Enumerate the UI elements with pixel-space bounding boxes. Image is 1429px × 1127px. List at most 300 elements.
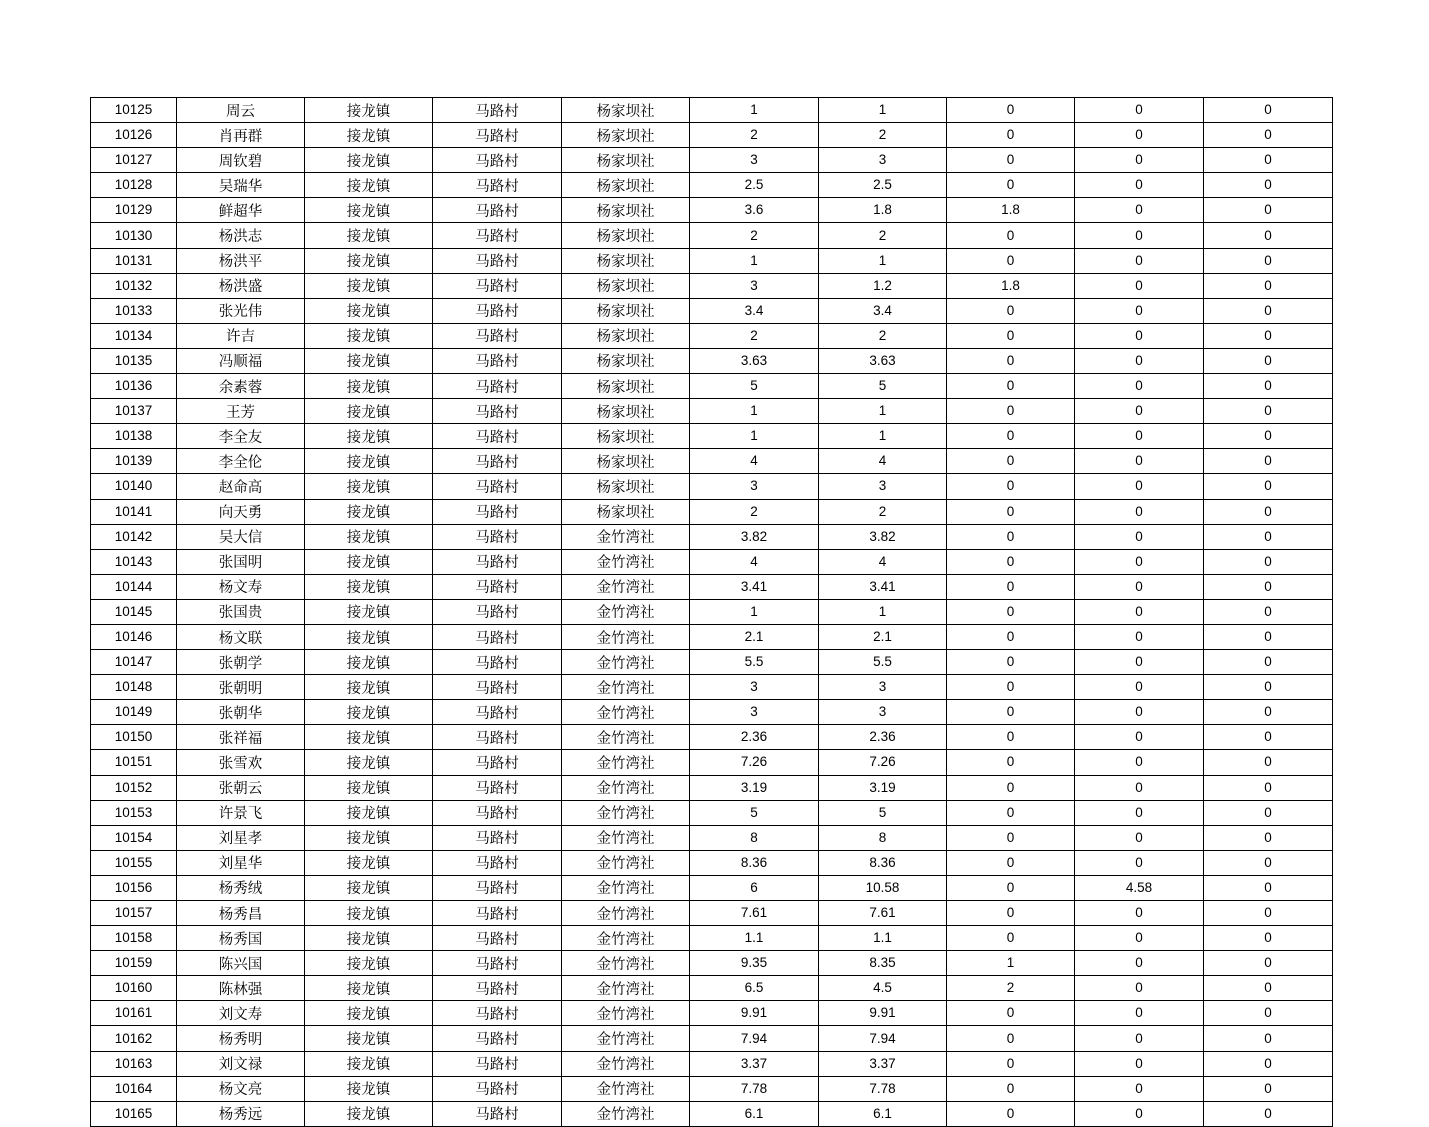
group-cell: 金竹湾社	[562, 775, 690, 800]
value-cell-1: 8	[690, 825, 819, 850]
name-cell: 杨文寿	[177, 574, 305, 599]
value-cell-4: 0	[1075, 198, 1204, 223]
village-cell: 马路村	[433, 1026, 562, 1051]
value-cell-1: 3.19	[690, 775, 819, 800]
village-cell: 马路村	[433, 549, 562, 574]
table-row	[91, 198, 1333, 223]
name-cell: 张朝云	[177, 775, 305, 800]
id-cell: 10140	[91, 474, 177, 499]
value-cell-4: 0	[1075, 449, 1204, 474]
village-cell: 马路村	[433, 976, 562, 1001]
id-cell: 10126	[91, 123, 177, 148]
name-cell: 李全友	[177, 424, 305, 449]
name-cell: 杨洪平	[177, 248, 305, 273]
value-cell-1: 3	[690, 474, 819, 499]
name-cell: 刘文禄	[177, 1051, 305, 1076]
value-cell-1: 6.5	[690, 976, 819, 1001]
town-cell: 接龙镇	[305, 248, 433, 273]
group-cell: 杨家坝社	[562, 248, 690, 273]
name-cell: 肖再群	[177, 123, 305, 148]
group-cell: 杨家坝社	[562, 273, 690, 298]
group-cell: 金竹湾社	[562, 650, 690, 675]
village-cell: 马路村	[433, 198, 562, 223]
value-cell-3: 0	[947, 374, 1075, 399]
value-cell-2: 8.35	[819, 951, 947, 976]
value-cell-5: 0	[1204, 1001, 1333, 1026]
town-cell: 接龙镇	[305, 700, 433, 725]
name-cell: 李全伦	[177, 449, 305, 474]
group-cell: 金竹湾社	[562, 951, 690, 976]
town-cell: 接龙镇	[305, 374, 433, 399]
value-cell-5: 0	[1204, 524, 1333, 549]
value-cell-5: 0	[1204, 449, 1333, 474]
name-cell: 许景飞	[177, 800, 305, 825]
town-cell: 接龙镇	[305, 123, 433, 148]
table-row	[91, 348, 1333, 373]
table-row	[91, 123, 1333, 148]
table-row	[91, 1026, 1333, 1051]
id-cell: 10158	[91, 926, 177, 951]
value-cell-5: 0	[1204, 750, 1333, 775]
group-cell: 杨家坝社	[562, 348, 690, 373]
value-cell-4: 0	[1075, 951, 1204, 976]
village-cell: 马路村	[433, 223, 562, 248]
table-row	[91, 449, 1333, 474]
value-cell-1: 3	[690, 148, 819, 173]
value-cell-1: 2	[690, 499, 819, 524]
value-cell-3: 1	[947, 951, 1075, 976]
value-cell-5: 0	[1204, 248, 1333, 273]
value-cell-5: 0	[1204, 323, 1333, 348]
village-cell: 马路村	[433, 474, 562, 499]
value-cell-4: 0	[1075, 574, 1204, 599]
table-row	[91, 800, 1333, 825]
value-cell-3: 0	[947, 599, 1075, 624]
table-row	[91, 650, 1333, 675]
value-cell-3: 0	[947, 524, 1075, 549]
value-cell-1: 9.91	[690, 1001, 819, 1026]
value-cell-5: 0	[1204, 599, 1333, 624]
group-cell: 金竹湾社	[562, 825, 690, 850]
group-cell: 杨家坝社	[562, 424, 690, 449]
town-cell: 接龙镇	[305, 926, 433, 951]
table-row	[91, 499, 1333, 524]
value-cell-4: 0	[1075, 976, 1204, 1001]
id-cell: 10139	[91, 449, 177, 474]
name-cell: 吴瑞华	[177, 173, 305, 198]
value-cell-4: 0	[1075, 549, 1204, 574]
name-cell: 冯顺福	[177, 348, 305, 373]
table-row	[91, 624, 1333, 649]
name-cell: 杨文亮	[177, 1076, 305, 1101]
value-cell-4: 0	[1075, 1101, 1204, 1126]
id-cell: 10125	[91, 98, 177, 123]
id-cell: 10149	[91, 700, 177, 725]
value-cell-3: 0	[947, 775, 1075, 800]
value-cell-2: 5	[819, 800, 947, 825]
value-cell-3: 0	[947, 1051, 1075, 1076]
value-cell-5: 0	[1204, 951, 1333, 976]
value-cell-2: 8	[819, 825, 947, 850]
name-cell: 杨秀明	[177, 1026, 305, 1051]
value-cell-2: 3.37	[819, 1051, 947, 1076]
id-cell: 10145	[91, 599, 177, 624]
value-cell-4: 0	[1075, 248, 1204, 273]
id-cell: 10156	[91, 875, 177, 900]
group-cell: 金竹湾社	[562, 926, 690, 951]
table-row	[91, 599, 1333, 624]
value-cell-2: 3.4	[819, 298, 947, 323]
town-cell: 接龙镇	[305, 750, 433, 775]
table-body	[91, 98, 1333, 1127]
value-cell-1: 3	[690, 675, 819, 700]
value-cell-1: 3.82	[690, 524, 819, 549]
name-cell: 张朝华	[177, 700, 305, 725]
table-row	[91, 248, 1333, 273]
value-cell-2: 1	[819, 399, 947, 424]
value-cell-4: 0	[1075, 499, 1204, 524]
value-cell-5: 0	[1204, 374, 1333, 399]
village-cell: 马路村	[433, 1076, 562, 1101]
value-cell-4: 0	[1075, 775, 1204, 800]
value-cell-4: 0	[1075, 173, 1204, 198]
id-cell: 10155	[91, 850, 177, 875]
group-cell: 杨家坝社	[562, 474, 690, 499]
value-cell-4: 0	[1075, 650, 1204, 675]
town-cell: 接龙镇	[305, 725, 433, 750]
village-cell: 马路村	[433, 524, 562, 549]
value-cell-4: 0	[1075, 323, 1204, 348]
town-cell: 接龙镇	[305, 800, 433, 825]
town-cell: 接龙镇	[305, 574, 433, 599]
value-cell-2: 3	[819, 675, 947, 700]
value-cell-5: 0	[1204, 1076, 1333, 1101]
table-row	[91, 700, 1333, 725]
value-cell-4: 0	[1075, 850, 1204, 875]
value-cell-5: 0	[1204, 273, 1333, 298]
town-cell: 接龙镇	[305, 499, 433, 524]
value-cell-1: 2.36	[690, 725, 819, 750]
group-cell: 金竹湾社	[562, 524, 690, 549]
village-cell: 马路村	[433, 424, 562, 449]
town-cell: 接龙镇	[305, 549, 433, 574]
value-cell-2: 3.63	[819, 348, 947, 373]
value-cell-2: 2.5	[819, 173, 947, 198]
value-cell-2: 5.5	[819, 650, 947, 675]
value-cell-5: 0	[1204, 675, 1333, 700]
group-cell: 金竹湾社	[562, 1001, 690, 1026]
town-cell: 接龙镇	[305, 1001, 433, 1026]
value-cell-2: 10.58	[819, 875, 947, 900]
name-cell: 杨秀国	[177, 926, 305, 951]
value-cell-2: 2	[819, 123, 947, 148]
value-cell-3: 0	[947, 298, 1075, 323]
value-cell-3: 0	[947, 424, 1075, 449]
group-cell: 金竹湾社	[562, 1076, 690, 1101]
value-cell-2: 7.78	[819, 1076, 947, 1101]
value-cell-3: 0	[947, 98, 1075, 123]
town-cell: 接龙镇	[305, 825, 433, 850]
id-cell: 10144	[91, 574, 177, 599]
table-row	[91, 750, 1333, 775]
value-cell-3: 0	[947, 223, 1075, 248]
value-cell-2: 1.1	[819, 926, 947, 951]
value-cell-3: 0	[947, 825, 1075, 850]
value-cell-1: 1	[690, 248, 819, 273]
group-cell: 金竹湾社	[562, 850, 690, 875]
value-cell-4: 0	[1075, 1076, 1204, 1101]
id-cell: 10130	[91, 223, 177, 248]
id-cell: 10147	[91, 650, 177, 675]
value-cell-4: 0	[1075, 700, 1204, 725]
value-cell-1: 6.1	[690, 1101, 819, 1126]
id-cell: 10152	[91, 775, 177, 800]
name-cell: 张雪欢	[177, 750, 305, 775]
id-cell: 10129	[91, 198, 177, 223]
value-cell-5: 0	[1204, 1026, 1333, 1051]
value-cell-4: 0	[1075, 98, 1204, 123]
value-cell-5: 0	[1204, 775, 1333, 800]
value-cell-3: 1.8	[947, 198, 1075, 223]
id-cell: 10153	[91, 800, 177, 825]
id-cell: 10141	[91, 499, 177, 524]
value-cell-4: 0	[1075, 298, 1204, 323]
name-cell: 杨洪志	[177, 223, 305, 248]
value-cell-5: 0	[1204, 399, 1333, 424]
group-cell: 金竹湾社	[562, 1101, 690, 1126]
town-cell: 接龙镇	[305, 273, 433, 298]
village-cell: 马路村	[433, 875, 562, 900]
id-cell: 10157	[91, 901, 177, 926]
value-cell-1: 3	[690, 273, 819, 298]
name-cell: 杨洪盛	[177, 273, 305, 298]
value-cell-5: 0	[1204, 800, 1333, 825]
group-cell: 杨家坝社	[562, 148, 690, 173]
village-cell: 马路村	[433, 499, 562, 524]
value-cell-5: 0	[1204, 574, 1333, 599]
name-cell: 张朝学	[177, 650, 305, 675]
value-cell-1: 1	[690, 424, 819, 449]
group-cell: 金竹湾社	[562, 725, 690, 750]
value-cell-3: 0	[947, 675, 1075, 700]
value-cell-5: 0	[1204, 976, 1333, 1001]
value-cell-2: 2.1	[819, 624, 947, 649]
village-cell: 马路村	[433, 800, 562, 825]
town-cell: 接龙镇	[305, 348, 433, 373]
village-cell: 马路村	[433, 148, 562, 173]
name-cell: 吴大信	[177, 524, 305, 549]
value-cell-5: 0	[1204, 348, 1333, 373]
village-cell: 马路村	[433, 901, 562, 926]
id-cell: 10133	[91, 298, 177, 323]
value-cell-2: 3.82	[819, 524, 947, 549]
value-cell-3: 0	[947, 875, 1075, 900]
value-cell-3: 0	[947, 399, 1075, 424]
village-cell: 马路村	[433, 750, 562, 775]
town-cell: 接龙镇	[305, 449, 433, 474]
value-cell-2: 3	[819, 700, 947, 725]
value-cell-2: 4	[819, 449, 947, 474]
village-cell: 马路村	[433, 173, 562, 198]
group-cell: 杨家坝社	[562, 449, 690, 474]
value-cell-1: 6	[690, 875, 819, 900]
table-row	[91, 399, 1333, 424]
value-cell-4: 0	[1075, 599, 1204, 624]
value-cell-2: 7.61	[819, 901, 947, 926]
value-cell-5: 0	[1204, 474, 1333, 499]
name-cell: 张国明	[177, 549, 305, 574]
group-cell: 杨家坝社	[562, 374, 690, 399]
name-cell: 周钦碧	[177, 148, 305, 173]
village-cell: 马路村	[433, 700, 562, 725]
value-cell-5: 0	[1204, 926, 1333, 951]
value-cell-2: 1	[819, 424, 947, 449]
town-cell: 接龙镇	[305, 875, 433, 900]
value-cell-5: 0	[1204, 1051, 1333, 1076]
value-cell-2: 3.19	[819, 775, 947, 800]
table-row	[91, 298, 1333, 323]
village-cell: 马路村	[433, 1101, 562, 1126]
id-cell: 10150	[91, 725, 177, 750]
group-cell: 金竹湾社	[562, 700, 690, 725]
value-cell-2: 5	[819, 374, 947, 399]
value-cell-5: 0	[1204, 223, 1333, 248]
value-cell-2: 1.8	[819, 198, 947, 223]
village-cell: 马路村	[433, 850, 562, 875]
village-cell: 马路村	[433, 825, 562, 850]
town-cell: 接龙镇	[305, 1026, 433, 1051]
table-row	[91, 148, 1333, 173]
value-cell-2: 7.26	[819, 750, 947, 775]
id-cell: 10132	[91, 273, 177, 298]
group-cell: 杨家坝社	[562, 123, 690, 148]
value-cell-2: 7.94	[819, 1026, 947, 1051]
name-cell: 杨秀昌	[177, 901, 305, 926]
value-cell-2: 1	[819, 98, 947, 123]
value-cell-2: 2	[819, 323, 947, 348]
value-cell-3: 0	[947, 148, 1075, 173]
table-row	[91, 524, 1333, 549]
town-cell: 接龙镇	[305, 524, 433, 549]
value-cell-4: 0	[1075, 424, 1204, 449]
name-cell: 刘星孝	[177, 825, 305, 850]
table-row	[91, 1001, 1333, 1026]
value-cell-2: 2	[819, 499, 947, 524]
table-row	[91, 875, 1333, 900]
value-cell-2: 4	[819, 549, 947, 574]
value-cell-3: 0	[947, 926, 1075, 951]
table-row	[91, 474, 1333, 499]
village-cell: 马路村	[433, 399, 562, 424]
id-cell: 10142	[91, 524, 177, 549]
value-cell-5: 0	[1204, 1101, 1333, 1126]
village-cell: 马路村	[433, 574, 562, 599]
id-cell: 10136	[91, 374, 177, 399]
value-cell-1: 3.4	[690, 298, 819, 323]
group-cell: 金竹湾社	[562, 599, 690, 624]
table-row	[91, 1051, 1333, 1076]
village-cell: 马路村	[433, 374, 562, 399]
value-cell-3: 0	[947, 750, 1075, 775]
village-cell: 马路村	[433, 1051, 562, 1076]
town-cell: 接龙镇	[305, 198, 433, 223]
value-cell-2: 9.91	[819, 1001, 947, 1026]
value-cell-5: 0	[1204, 850, 1333, 875]
value-cell-4: 0	[1075, 524, 1204, 549]
value-cell-2: 4.5	[819, 976, 947, 1001]
id-cell: 10151	[91, 750, 177, 775]
value-cell-1: 5	[690, 800, 819, 825]
group-cell: 金竹湾社	[562, 800, 690, 825]
value-cell-1: 2	[690, 123, 819, 148]
value-cell-4: 0	[1075, 223, 1204, 248]
name-cell: 刘文寿	[177, 1001, 305, 1026]
name-cell: 张光伟	[177, 298, 305, 323]
group-cell: 杨家坝社	[562, 399, 690, 424]
village-cell: 马路村	[433, 248, 562, 273]
table-row	[91, 675, 1333, 700]
value-cell-1: 7.78	[690, 1076, 819, 1101]
table-row	[91, 549, 1333, 574]
town-cell: 接龙镇	[305, 624, 433, 649]
table-row	[91, 424, 1333, 449]
value-cell-3: 0	[947, 650, 1075, 675]
value-cell-4: 0	[1075, 374, 1204, 399]
value-cell-5: 0	[1204, 650, 1333, 675]
town-cell: 接龙镇	[305, 775, 433, 800]
value-cell-4: 0	[1075, 148, 1204, 173]
value-cell-4: 0	[1075, 901, 1204, 926]
table-row	[91, 926, 1333, 951]
value-cell-3: 1.8	[947, 273, 1075, 298]
name-cell: 王芳	[177, 399, 305, 424]
village-cell: 马路村	[433, 725, 562, 750]
village-cell: 马路村	[433, 449, 562, 474]
value-cell-3: 0	[947, 1101, 1075, 1126]
value-cell-3: 0	[947, 123, 1075, 148]
group-cell: 金竹湾社	[562, 1051, 690, 1076]
town-cell: 接龙镇	[305, 298, 433, 323]
value-cell-1: 4	[690, 549, 819, 574]
id-cell: 10165	[91, 1101, 177, 1126]
value-cell-2: 2.36	[819, 725, 947, 750]
value-cell-5: 0	[1204, 875, 1333, 900]
id-cell: 10138	[91, 424, 177, 449]
town-cell: 接龙镇	[305, 424, 433, 449]
id-cell: 10160	[91, 976, 177, 1001]
village-cell: 马路村	[433, 926, 562, 951]
value-cell-3: 0	[947, 700, 1075, 725]
value-cell-3: 0	[947, 725, 1075, 750]
value-cell-3: 0	[947, 323, 1075, 348]
town-cell: 接龙镇	[305, 901, 433, 926]
value-cell-4: 0	[1075, 825, 1204, 850]
value-cell-5: 0	[1204, 901, 1333, 926]
value-cell-2: 2	[819, 223, 947, 248]
value-cell-1: 1	[690, 599, 819, 624]
name-cell: 杨文联	[177, 624, 305, 649]
group-cell: 金竹湾社	[562, 750, 690, 775]
value-cell-5: 0	[1204, 700, 1333, 725]
table-row	[91, 374, 1333, 399]
value-cell-2: 1	[819, 599, 947, 624]
value-cell-4: 0	[1075, 474, 1204, 499]
name-cell: 杨秀绒	[177, 875, 305, 900]
table-row	[91, 273, 1333, 298]
name-cell: 赵命高	[177, 474, 305, 499]
town-cell: 接龙镇	[305, 1101, 433, 1126]
value-cell-1: 3.37	[690, 1051, 819, 1076]
